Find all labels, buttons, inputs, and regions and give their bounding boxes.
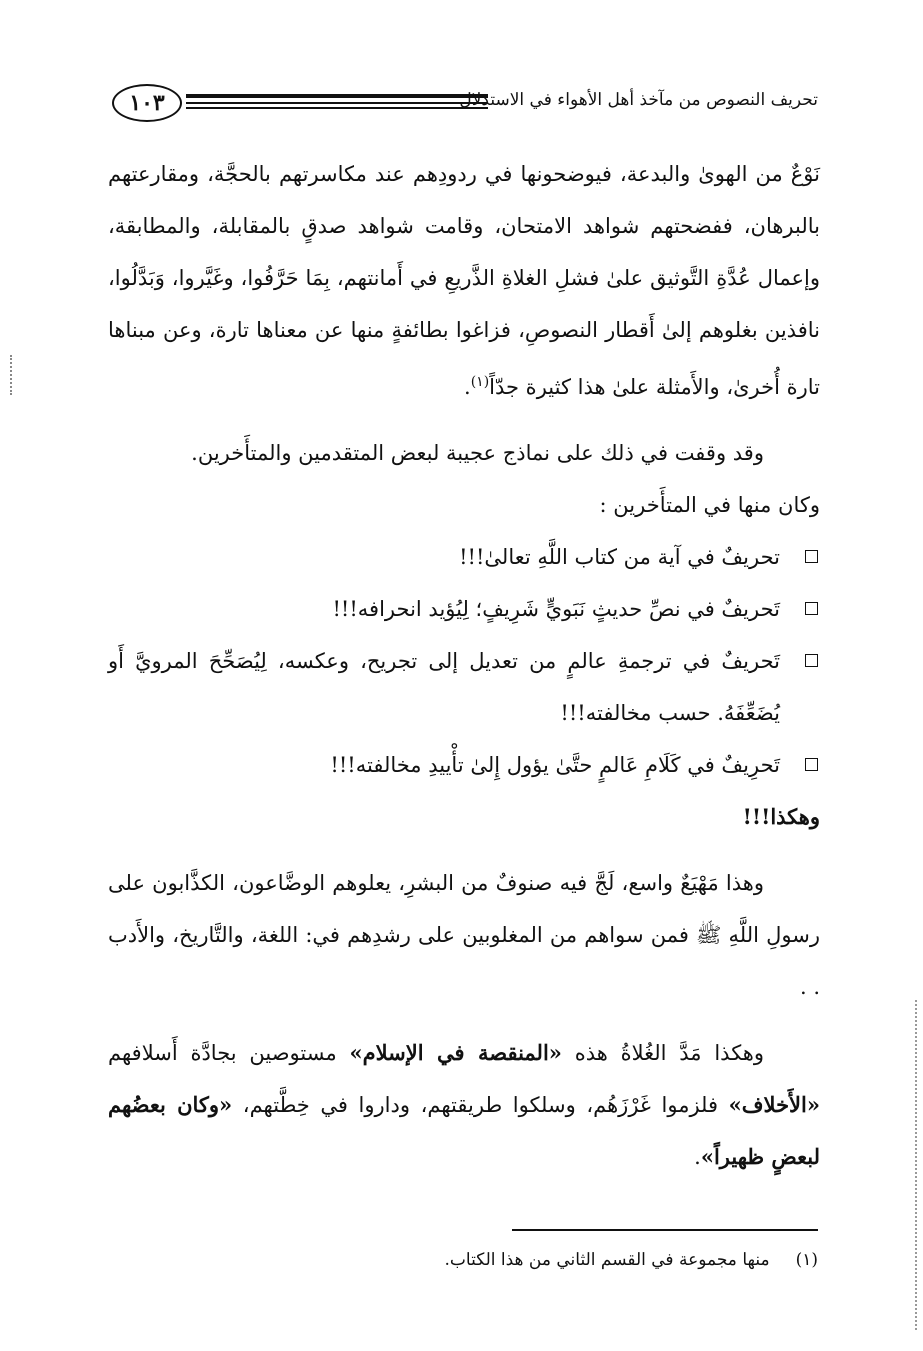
list-item-text: تَحريفٌ في ترجمةِ عالمٍ من تعديل إلى تجريح، وعكسه، لِيُصَحِّحَ المرويَّ أَو يُضَعِّفَهُ. حسب مخالفته!!!	[108, 649, 780, 725]
running-title: تحريف النصوص من مآخذ أهل الأهواء في الاستدلال	[459, 90, 818, 110]
paragraph: وهذا مَهْيَعٌ واسع، لَجَّ فيه صنوفٌ من البشرِ، يعلوهم الوضَّاعون، الكذَّابون على رسولِ اللَّهِ ﷺ فمن سواهم من المغلوبين على رشدِهم في: اللغة، والتَّاريخ، والأَدب . .	[108, 871, 820, 999]
quoted-term: «الأَخلاف»	[728, 1092, 820, 1117]
list-item	[108, 583, 820, 635]
paragraph: وكان منها في المتأَخرين :	[599, 493, 820, 517]
quoted-verse: «وكان بعضُهم لبعضٍ ظهيراً»	[108, 1092, 820, 1169]
footnote-reference: (١)	[470, 374, 490, 390]
paragraph	[108, 148, 820, 413]
list-item	[108, 739, 820, 791]
paragraph: وقد وقفت في ذلك على نماذج عجيبة لبعض المتقدمين والمتأَخرين.	[191, 441, 764, 465]
paragraph-text: فلزموا غَرْزَهُم، وسلكوا طريقتهم، وداروا في خِطَّتهم،	[232, 1093, 729, 1117]
page-number: ١٠٣	[112, 84, 182, 122]
scan-gutter-mark	[915, 1000, 917, 1330]
footnote-divider	[512, 1229, 818, 1231]
main-text	[108, 148, 820, 1183]
paragraph: وهكذا!!!	[742, 804, 820, 829]
checkbox-square-icon	[805, 550, 818, 563]
footnote	[118, 1250, 818, 1270]
header-rule	[186, 102, 488, 104]
paragraph-text: وهكذا مَدَّ الغُلاةُ هذه	[561, 1041, 765, 1065]
header-rule	[186, 94, 488, 98]
paragraph-text: مستوصين بجادَّة أَسلافهم	[108, 1041, 350, 1065]
list-item-text: تحريفٌ في آية من كتاب اللَّهِ تعالىٰ!!!	[459, 545, 780, 569]
paragraph	[108, 1027, 820, 1183]
checkbox-square-icon	[805, 602, 818, 615]
scan-gutter-mark	[10, 355, 12, 395]
paragraph-end: .	[464, 375, 471, 399]
quoted-term: «المنقصة في الإسلام»	[349, 1040, 562, 1065]
list-item-text: تَحرِيفٌ في كَلَامِ عَالمٍ حتَّىٰ يؤول إِلىٰ تأْييدِ مخالفته!!!	[330, 753, 780, 777]
list-item-text: تَحريفٌ في نصِّ حديثٍ نَبَويٍّ شَرِيفٍ؛ لِيُؤيد انحرافه!!!	[332, 597, 780, 621]
bullet-list	[108, 531, 820, 791]
page-header	[112, 82, 818, 126]
list-item	[108, 531, 820, 583]
paragraph-text: نَوْعٌ من الهوىٰ والبدعة، فيوضحونها في ردودِهم عند مكاسرتهم بالحجَّة، ومقارعتهم بالبرهان، ففضحتهم شواهد الامتحان، وقامت شواهد صدقٍ بالمقابلة، والمطابقة، وإعمال عُدَّةِ التَّوثيق علىٰ فشلِ الغلاةِ الذَّريعِ في أَمانتهم، بِمَا حَرَّفُوا، وغَيَّروا، وَبَدَّلُوا، نافذين بغلوهم إلىٰ أَقطار النصوصِ، فزاغوا بطائفةٍ منها عن معناها تارة، وعن مبناها تارة أُخرىٰ، والأَمثلة علىٰ هذا كثيرة جدّاً	[108, 162, 820, 399]
paragraph-end: .	[694, 1145, 701, 1169]
footnote-text: منها مجموعة في القسم الثاني من هذا الكتاب.	[444, 1250, 770, 1270]
list-item	[108, 635, 820, 739]
footnote-marker: (١)	[795, 1250, 818, 1270]
checkbox-square-icon	[805, 758, 818, 771]
checkbox-square-icon	[805, 654, 818, 667]
header-rule	[186, 107, 488, 109]
